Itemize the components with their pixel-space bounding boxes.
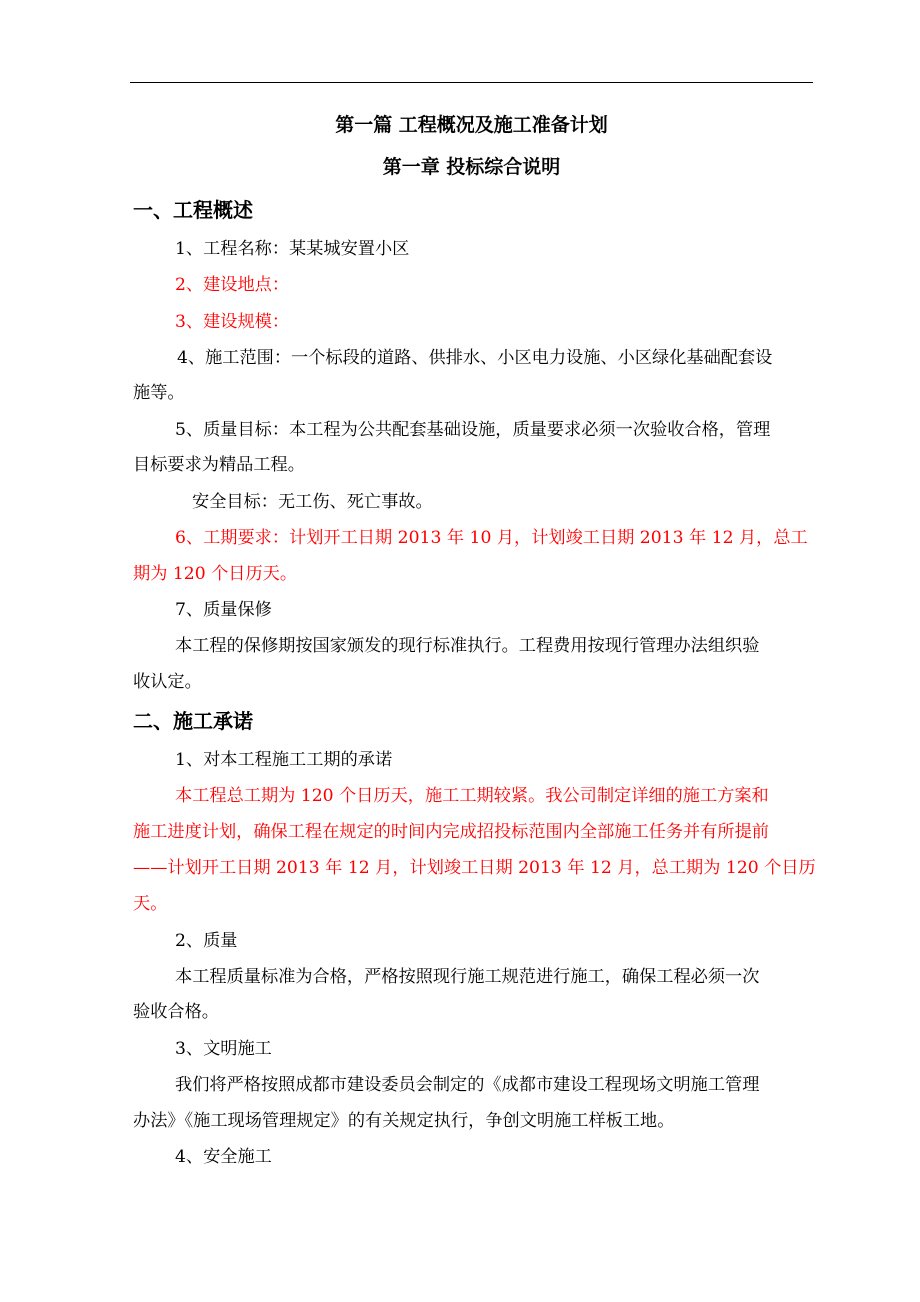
section-heading-commitment: 二、施工承诺 — [133, 709, 253, 733]
quality-target-line-cont: 目标要求为精品工程。 — [133, 455, 305, 475]
chapter-title: 第一章 投标综合说明 — [382, 156, 561, 178]
schedule-line-cont: 期为 120 个日历天。 — [133, 564, 298, 584]
scope-line: 4、施工范围：一个标段的道路、供排水、小区电力设施、小区绿化基础配套设 — [177, 348, 773, 368]
project-name-line: 1、工程名称：某某城安置小区 — [175, 239, 410, 259]
warranty-heading: 7、质量保修 — [175, 600, 272, 620]
safe-construction-heading: 4、安全施工 — [175, 1147, 272, 1167]
quality-text-cont: 验收合格。 — [133, 1002, 219, 1022]
schedule-line: 6、工期要求：计划开工日期 2013 年 10 月，计划竣工日期 2013 年 12 月，总工 — [175, 528, 808, 548]
header-rule — [130, 82, 813, 83]
part-title: 第一篇 工程概况及施工准备计划 — [335, 114, 608, 136]
scale-line: 3、建设规模： — [175, 312, 290, 332]
warranty-text: 本工程的保修期按国家颁发的现行标准执行。工程费用按现行管理办法组织验 — [175, 636, 760, 656]
safety-target-line: 安全目标：无工伤、死亡事故。 — [192, 492, 433, 512]
quality-target-line: 5、质量目标：本工程为公共配套基础设施，质量要求必须一次验收合格，管理 — [175, 420, 771, 440]
schedule-commitment-heading: 1、对本工程施工工期的承诺 — [175, 750, 393, 770]
quality-heading: 2、质量 — [175, 931, 238, 951]
civilized-construction-text-cont: 办法》《施工现场管理规定》的有关规定执行，争创文明施工样板工地。 — [133, 1111, 675, 1131]
schedule-commitment-text-3: ——计划开工日期 2013 年 12 月，计划竣工日期 2013 年 12 月，总工期为 120 个日历 — [133, 858, 816, 878]
schedule-commitment-text-2: 施工进度计划，确保工程在规定的时间内完成招投标范围内全部施工任务并有所提前 — [133, 822, 769, 842]
schedule-commitment-text-4: 天。 — [133, 894, 168, 914]
scope-line-cont: 施等。 — [133, 383, 185, 403]
warranty-text-cont: 收认定。 — [133, 672, 202, 692]
civilized-construction-heading: 3、文明施工 — [175, 1039, 272, 1059]
section-heading-overview: 一、工程概述 — [133, 198, 253, 222]
site-location-line: 2、建设地点： — [175, 275, 290, 295]
civilized-construction-text: 我们将严格按照成都市建设委员会制定的《成都市建设工程现场文明施工管理 — [175, 1075, 760, 1095]
quality-text: 本工程质量标准为合格，严格按照现行施工规范进行施工，确保工程必须一次 — [175, 967, 760, 987]
schedule-commitment-text: 本工程总工期为 120 个日历天，施工工期较紧。我公司制定详细的施工方案和 — [175, 786, 769, 806]
